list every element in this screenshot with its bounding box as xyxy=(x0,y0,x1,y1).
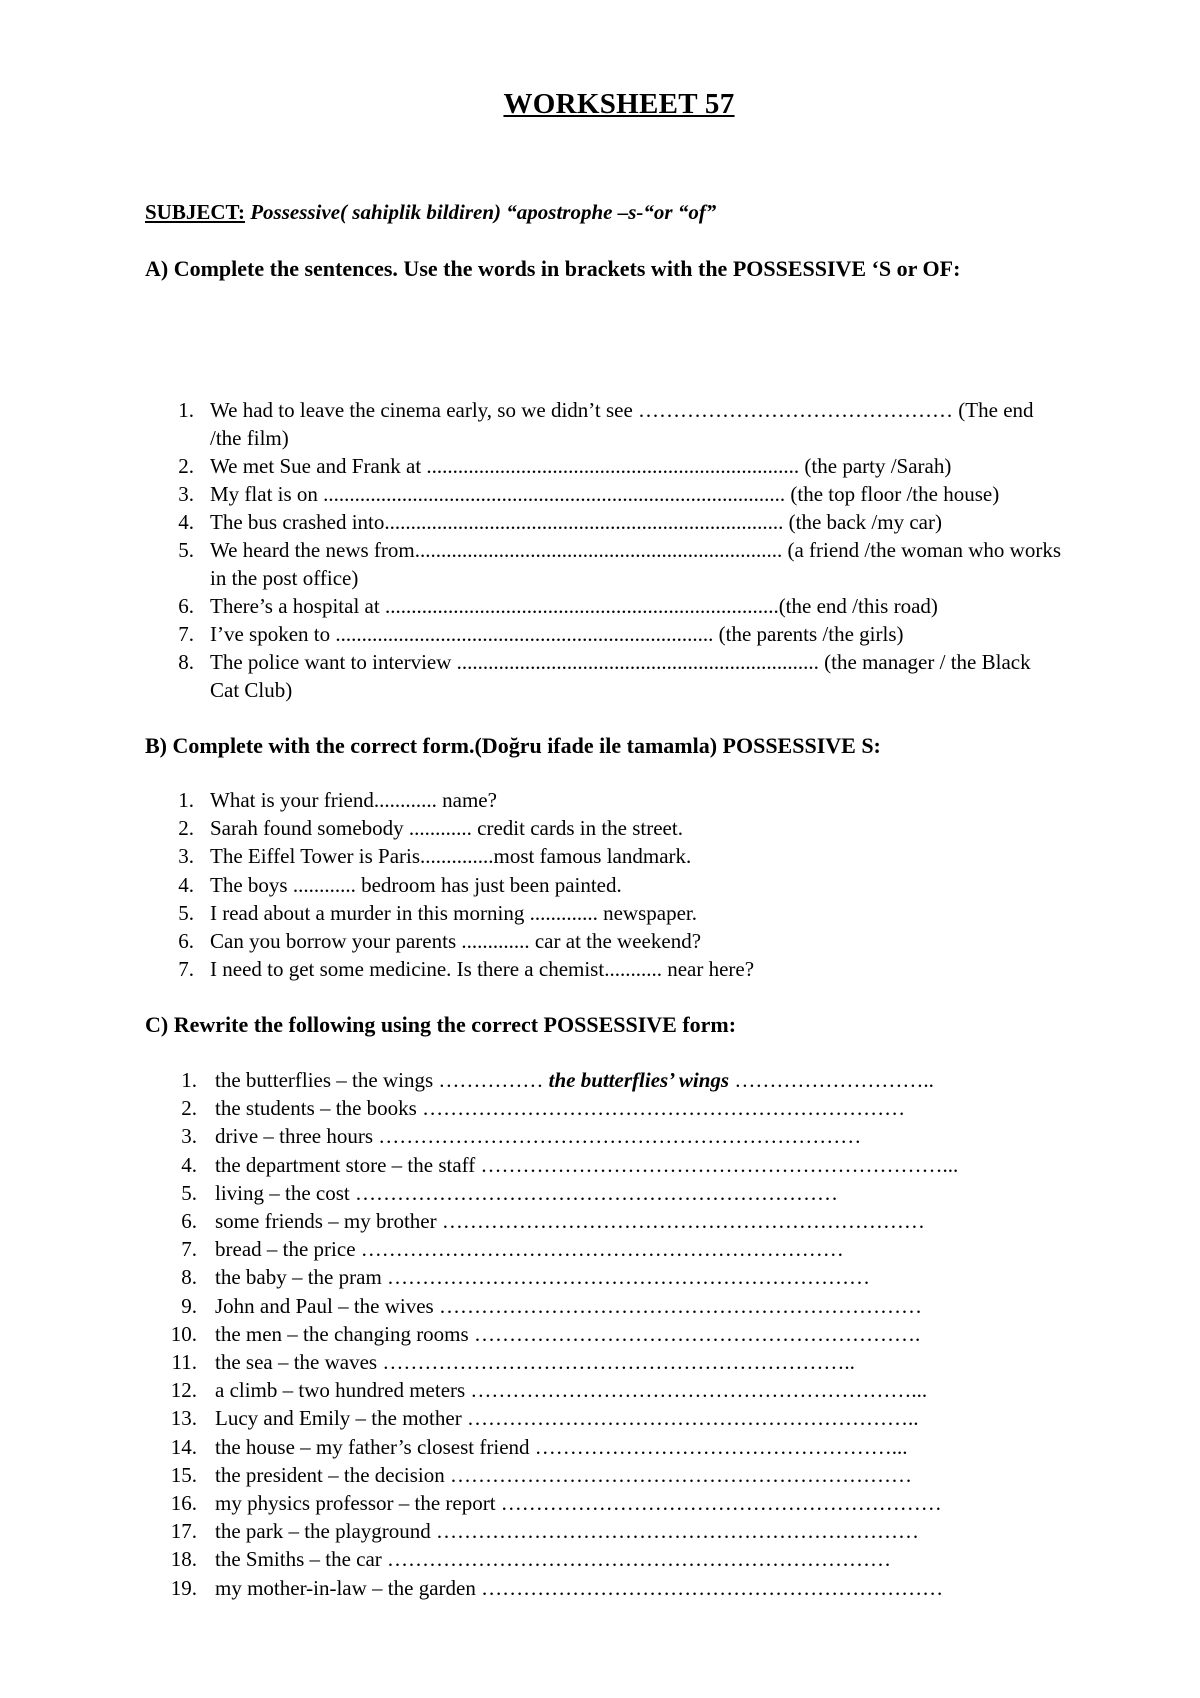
item-text: my mother-in-law – the garden ………………………………………………………… xyxy=(215,1575,944,1600)
section-b-item xyxy=(172,786,1072,814)
section-a-item xyxy=(172,592,1062,620)
section-c-item xyxy=(165,1207,1070,1235)
item-number: 16. xyxy=(170,1491,197,1516)
item-text: I need to get some medicine. Is there a chemist........... near here? xyxy=(210,957,755,982)
item-number: 1. xyxy=(181,1068,197,1092)
section-a-heading: A) Complete the sentences. Use the words in brackets with the POSSESSIVE ‘S or OF: xyxy=(145,256,961,281)
item-text: the president – the decision ………………………………………………………… xyxy=(215,1462,913,1487)
section-c-list xyxy=(165,1066,1070,1602)
section-c-item xyxy=(165,1433,1070,1461)
item-number: 3. xyxy=(178,482,194,506)
item-text xyxy=(215,1068,934,1092)
item-text: Lucy and Emily – the mother ……………………………………………………….. xyxy=(215,1406,919,1431)
item-number: 17. xyxy=(170,1519,197,1544)
item-number: 2. xyxy=(178,816,194,841)
section-b-heading: B) Complete with the correct form.(Doğru ifade ile tamamla) POSSESSIVE S: xyxy=(145,733,881,758)
item-text: There’s a hospital at ...........................................................................(the end /this road) xyxy=(210,594,938,618)
item-text: The bus crashed into............................................................................ (the back /my car) xyxy=(210,510,942,534)
section-c-item xyxy=(165,1376,1070,1404)
section-c-item xyxy=(165,1489,1070,1517)
section-c-item xyxy=(165,1517,1070,1545)
section-c-item xyxy=(165,1574,1070,1602)
item-text: bread – the price …………………………………………………………… xyxy=(215,1237,844,1262)
item-number: 4. xyxy=(178,872,194,897)
section-c-item xyxy=(165,1263,1070,1291)
item-number: 13. xyxy=(170,1406,197,1431)
item-number: 1. xyxy=(178,398,194,422)
item-text: the Smiths – the car ……………………………………………………………… xyxy=(215,1547,892,1572)
subject-text: Possessive( sahiplik bildiren) “apostrophe –s-“or “of” xyxy=(244,200,717,224)
item-number: 8. xyxy=(181,1265,197,1290)
item-text: I’ve spoken to ........................................................................ (the parents /the girls) xyxy=(210,622,904,646)
item-text: a climb – two hundred meters ………………………………………………………... xyxy=(215,1378,928,1403)
item-number: 5. xyxy=(178,900,194,925)
item-number: 1. xyxy=(178,788,194,812)
section-c-item xyxy=(165,1292,1070,1320)
section-c-item xyxy=(165,1235,1070,1263)
item-number: 9. xyxy=(181,1293,197,1318)
item-text: the students – the books …………………………………………………………… xyxy=(215,1096,906,1121)
item-text: Sarah found somebody ............ credit cards in the street. xyxy=(210,816,683,841)
item-text: the baby – the pram …………………………………………………………… xyxy=(215,1265,871,1290)
item-text: the park – the playground …………………………………………………………… xyxy=(215,1519,920,1544)
item-text: the sea – the waves ………………………………………………………….. xyxy=(215,1350,855,1375)
item-number: 10. xyxy=(170,1321,197,1346)
item-number: 19. xyxy=(170,1575,197,1600)
section-a-item xyxy=(172,396,1062,452)
item-number: 4. xyxy=(178,510,194,534)
section-b-item xyxy=(172,842,1072,870)
section-b-item xyxy=(172,871,1072,899)
section-b-item xyxy=(172,927,1072,955)
item-number: 14. xyxy=(170,1434,197,1459)
section-b-item xyxy=(172,955,1072,983)
item-number: 7. xyxy=(178,957,194,982)
section-a-item xyxy=(172,536,1062,592)
item-text: The boys ............ bedroom has just been painted. xyxy=(210,872,622,897)
example-prompt: the butterflies – the wings …………… xyxy=(215,1068,544,1092)
example-trail: ……………………….. xyxy=(734,1068,934,1092)
item-text: The Eiffel Tower is Paris..............most famous landmark. xyxy=(210,844,692,869)
example-answer: the butterflies’ wings xyxy=(543,1068,735,1092)
section-a-item xyxy=(172,648,1062,704)
item-text: living – the cost …………………………………………………………… xyxy=(215,1180,838,1205)
section-c-item xyxy=(165,1179,1070,1207)
item-text: The police want to interview ..................................................................... (the manager / the Black Cat Club) xyxy=(210,650,1031,702)
item-text: Can you borrow your parents ............. car at the weekend? xyxy=(210,929,702,954)
item-text: We met Sue and Frank at ....................................................................... (the party /Sarah) xyxy=(210,454,952,478)
item-number: 3. xyxy=(178,844,194,869)
item-text: my physics professor – the report ……………………………………………………… xyxy=(215,1491,942,1516)
section-c-item xyxy=(165,1151,1070,1179)
section-c-heading: C) Rewrite the following using the correct POSSESSIVE form: xyxy=(145,1012,737,1037)
item-number: 7. xyxy=(178,622,194,646)
item-text: What is your friend............ name? xyxy=(210,788,497,812)
item-number: 7. xyxy=(181,1237,197,1262)
item-number: 11. xyxy=(171,1350,197,1375)
section-a-item xyxy=(172,620,1062,648)
section-c-item xyxy=(165,1320,1070,1348)
section-c-item xyxy=(165,1461,1070,1489)
item-number: 12. xyxy=(170,1378,197,1403)
section-b-item xyxy=(172,814,1072,842)
subject-line xyxy=(145,200,716,225)
item-text: some friends – my brother …………………………………………………………… xyxy=(215,1209,925,1234)
item-text: I read about a murder in this morning ............. newspaper. xyxy=(210,900,697,925)
item-text: My flat is on ........................................................................................ (the top floor /the house) xyxy=(210,482,1000,506)
item-number: 8. xyxy=(178,650,194,674)
item-number: 5. xyxy=(181,1180,197,1205)
item-text: drive – three hours …………………………………………………………… xyxy=(215,1124,862,1149)
item-text: the department store – the staff …………………………………………………………... xyxy=(215,1152,959,1177)
item-number: 6. xyxy=(181,1209,197,1234)
item-text: the men – the changing rooms ………………………………………………………. xyxy=(215,1321,921,1346)
item-text: We had to leave the cinema early, so we didn’t see ……………………………………… (The end /the film) xyxy=(210,398,1034,450)
item-number: 15. xyxy=(170,1462,197,1487)
section-a-item xyxy=(172,508,1062,536)
item-number: 5. xyxy=(178,538,194,562)
item-number: 2. xyxy=(181,1096,197,1121)
section-c-item xyxy=(165,1348,1070,1376)
section-a-list xyxy=(172,396,1062,704)
section-c-item xyxy=(165,1122,1070,1150)
section-c-example-item xyxy=(165,1066,1070,1094)
item-text: John and Paul – the wives …………………………………………………………… xyxy=(215,1293,922,1318)
item-number: 6. xyxy=(178,929,194,954)
section-a-item xyxy=(172,452,1062,480)
section-c-item xyxy=(165,1545,1070,1573)
section-a-item xyxy=(172,480,1062,508)
section-b-item xyxy=(172,899,1072,927)
page-title: WORKSHEET 57 xyxy=(503,88,735,120)
section-c-item xyxy=(165,1094,1070,1122)
item-number: 4. xyxy=(181,1152,197,1177)
item-text: We heard the news from...................................................................... (a friend /the woman who works in the post office) xyxy=(210,538,1061,590)
section-b-list xyxy=(172,786,1072,983)
item-number: 18. xyxy=(170,1547,197,1572)
item-number: 6. xyxy=(178,594,194,618)
item-number: 2. xyxy=(178,454,194,478)
item-number: 3. xyxy=(181,1124,197,1149)
item-text: the house – my father’s closest friend ……………………………………………... xyxy=(215,1434,908,1459)
subject-label: SUBJECT: xyxy=(145,200,245,224)
section-c-item xyxy=(165,1404,1070,1432)
